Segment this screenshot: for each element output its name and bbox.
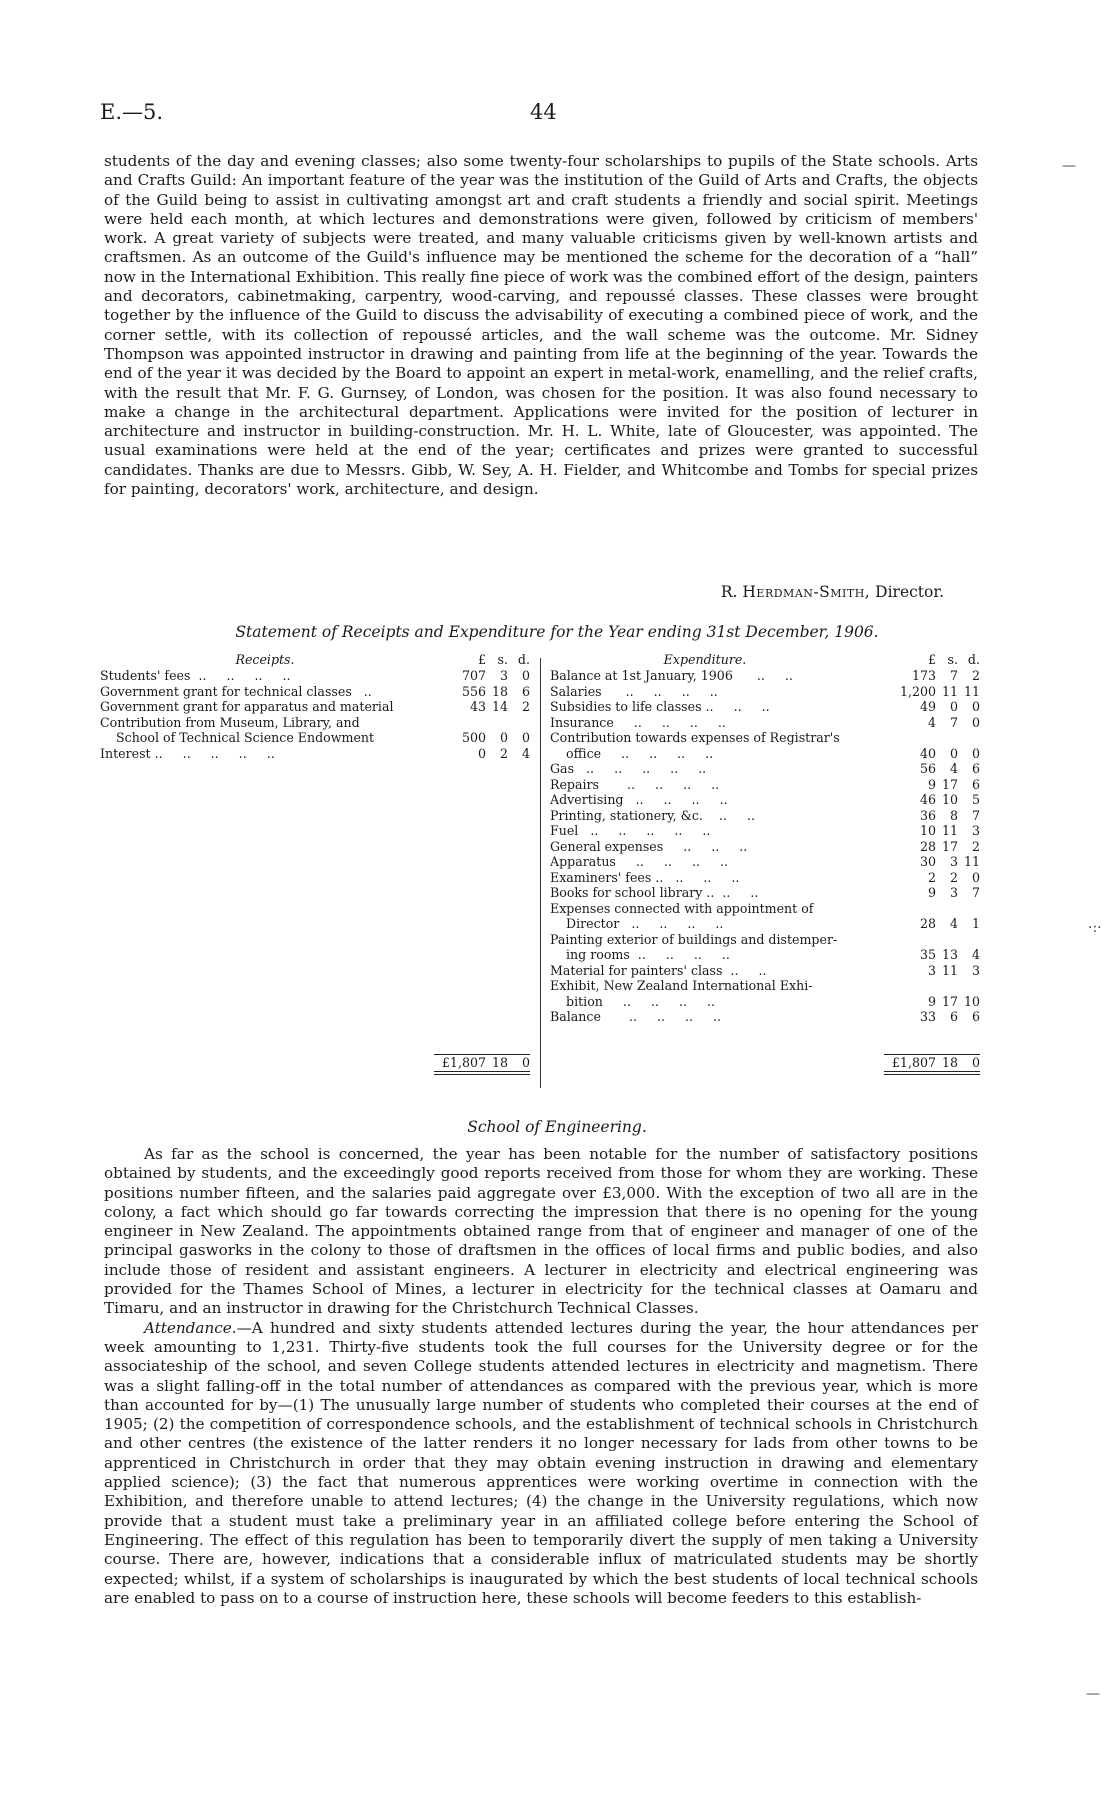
expenditure-pounds: 3 — [927, 962, 936, 978]
expenditure-pounds: 56 — [919, 761, 936, 776]
expenditure-shillings: 7 — [949, 668, 958, 683]
receipts-shillings: 18 — [491, 683, 508, 699]
expenditure-shillings: 13 — [941, 947, 958, 962]
signature-name: Herdman-Smith, — [742, 583, 871, 601]
receipts-row — [100, 684, 530, 700]
receipts-column — [100, 652, 530, 1070]
engineering-section — [104, 1145, 978, 1608]
expenditure-label: Advertising .. .. .. .. — [550, 792, 728, 807]
receipts-total-row — [410, 1055, 530, 1071]
expenditure-row — [550, 808, 980, 824]
receipts-label: Contribution from Museum, Library, and — [100, 714, 360, 730]
expenditure-shillings: 11 — [941, 823, 958, 838]
expenditure-row — [550, 746, 980, 762]
expenditure-total-pounds: £1,807 — [891, 1055, 936, 1070]
receipts-label: School of Technical Science Endowment — [100, 730, 375, 745]
expenditure-row — [550, 932, 980, 948]
expenditure-pence: 0 — [971, 699, 980, 714]
expenditure-pence: 1 — [971, 916, 980, 931]
shillings-header: s. — [947, 652, 958, 667]
expenditure-pence: 3 — [971, 962, 980, 978]
expenditure-pence: 11 — [963, 683, 980, 699]
receipts-pence: 4 — [521, 745, 530, 761]
intro-section — [104, 152, 978, 499]
expenditure-label: Exhibit, New Zealand International Exhi- — [550, 978, 813, 993]
expenditure-row — [550, 839, 980, 855]
expenditure-header — [550, 652, 980, 668]
attendance-heading: Attendance. — [144, 1318, 237, 1337]
receipts-pence: 0 — [521, 730, 530, 745]
expenditure-pence: 3 — [971, 823, 980, 838]
margin-mark: — — [1062, 158, 1076, 174]
receipts-total-double-rule — [434, 1071, 530, 1075]
expenditure-pounds: 2 — [927, 869, 936, 885]
attendance-text: —A hundred and sixty students attended lectures during the year, the hour attendances per week amounting to 1,231. Thirty-five students took the full courses for the University degree or for the associateship of the school, and seven College students attended lectures in electricity and magnetism. There was a slight falling-off in the total number of attendances as compared with the previous year, which is more than accounted for by—(1) The unusually large number of students who completed their courses at the end of 1905; (2) the competition of correspondence schools, and the establishment of technical schools in Christchurch and other centres (the existence of the latter renders it no longer necessary for lads from other towns to be apprenticed in Christchurch in order that they may obtain evening instruction in drawing and elementary applied science); (3) the fact that numerous apprentices were working overtime in connection with the Exhibition, and therefore unable to attend lectures; (4) the change in the University regulations, which now provide that a student must take a preliminary year in an affiliated college before entering the School of Engineering. The effect of this regulation has been to temporarily divert the supply of men taking a University course. There are, however, indications that a considerable influx of matriculated students may be shortly expected; whilst, if a system of scholarships is inaugurated by which the best students of local technical schools are enabled to pass on to a course of instruction here, these schools will become feeders to this establish- — [104, 1318, 978, 1607]
expenditure-row — [550, 947, 980, 963]
receipts-pounds: 556 — [461, 683, 486, 699]
expenditure-total — [860, 1054, 980, 1075]
expenditure-row — [550, 715, 980, 731]
receipts-label: Students' fees .. .. .. .. — [100, 668, 291, 683]
receipts-total — [410, 1054, 530, 1075]
receipts-row — [100, 746, 530, 762]
expenditure-shillings: 17 — [941, 776, 958, 792]
expenditure-shillings: 0 — [949, 745, 958, 761]
expenditure-label: bition .. .. .. .. — [550, 993, 715, 1009]
expenditure-total-double-rule — [884, 1071, 980, 1075]
expenditure-row — [550, 994, 980, 1010]
expenditure-pounds: 4 — [927, 714, 936, 730]
expenditure-pence: 6 — [971, 761, 980, 776]
expenditure-label: Director .. .. .. .. — [550, 916, 724, 931]
expenditure-label: Apparatus .. .. .. .. — [550, 854, 728, 869]
expenditure-pounds: 33 — [919, 1009, 936, 1024]
expenditure-pounds: 1,200 — [899, 683, 936, 699]
receipts-row — [100, 699, 530, 715]
expenditure-shillings: 8 — [949, 807, 958, 823]
expenditure-rows — [550, 668, 980, 1025]
pence-header: d. — [517, 652, 530, 667]
expenditure-pence: 2 — [971, 838, 980, 854]
receipts-shillings: 2 — [499, 745, 508, 761]
expenditure-shillings: 11 — [941, 962, 958, 978]
expenditure-row — [550, 901, 980, 917]
report-reference: E.—5. — [100, 100, 164, 124]
expenditure-pounds: 40 — [919, 745, 936, 761]
expenditure-label: Contribution towards expenses of Registrar's — [550, 730, 840, 745]
signature-title: Director. — [875, 583, 944, 601]
receipts-rows — [100, 668, 530, 761]
expenditure-shillings: 2 — [949, 869, 958, 885]
expenditure-row — [550, 963, 980, 979]
expenditure-label: Gas .. .. .. .. .. — [550, 761, 707, 776]
expenditure-row — [550, 684, 980, 700]
receipts-shillings: 14 — [491, 699, 508, 714]
expenditure-pounds: 9 — [927, 885, 936, 900]
expenditure-pounds: 49 — [919, 699, 936, 714]
receipts-row — [100, 668, 530, 684]
receipts-label: Government grant for technical classes .. — [100, 683, 372, 699]
expenditure-label: Painting exterior of buildings and distemper- — [550, 931, 838, 947]
receipts-header — [100, 652, 530, 668]
engineering-paragraph-1: As far as the school is concerned, the year has been notable for the number of satisfactory positions obtained by students, and the exceedingly good reports received from those for whom they are working. These positions number fifteen, and the salaries paid aggregate over £3,000. With the exception of two all are in the colony, a fact which should go far towards correcting the impression that there is no opening for the young engineer in New Zealand. The appointments obtained range from that of engineer and manager of one of the principal gasworks in the colony to those of draftsmen in the offices of local firms and public bodies, and also include those of resident and assistant engineers. A lecturer in electricity and electrical engineering was provided for the Thames School of Mines, a lecturer in electricity for the technical classes at Oamaru and Timaru, and an instructor in drawing for the Christchurch Technical Classes. — [104, 1145, 978, 1318]
expenditure-pence: 2 — [971, 668, 980, 683]
expenditure-pounds: 35 — [919, 947, 936, 962]
signature — [721, 583, 944, 601]
expenditure-label: ing rooms .. .. .. .. — [550, 947, 730, 962]
expenditure-total-shillings: 18 — [941, 1055, 958, 1070]
expenditure-money-header — [894, 652, 980, 667]
expenditure-pence: 6 — [971, 776, 980, 792]
page-header — [100, 100, 980, 130]
expenditure-label: Subsidies to life classes .. .. .. — [550, 699, 770, 714]
expenditure-pounds: 28 — [919, 838, 936, 854]
expenditure-shillings: 10 — [941, 792, 958, 807]
expenditure-shillings: 11 — [941, 683, 958, 699]
expenditure-pence: 10 — [963, 993, 980, 1009]
expenditure-row — [550, 668, 980, 684]
expenditure-pence: 5 — [971, 792, 980, 807]
expenditure-pence: 0 — [971, 714, 980, 730]
expenditure-label: Material for painters' class .. .. — [550, 962, 767, 978]
expenditure-pence: 0 — [971, 745, 980, 761]
column-divider — [540, 658, 541, 1088]
expenditure-label: Printing, stationery, &c. .. .. — [550, 807, 755, 823]
expenditure-shillings: 4 — [949, 761, 958, 776]
receipts-pounds: 500 — [461, 730, 486, 745]
expenditure-label: General expenses .. .. .. — [550, 838, 748, 854]
receipts-label: Interest .. .. .. .. .. — [100, 745, 275, 761]
expenditure-row — [550, 777, 980, 793]
expenditure-pence: 0 — [971, 869, 980, 885]
expenditure-row — [550, 916, 980, 932]
expenditure-label: Expenses connected with appointment of — [550, 900, 814, 916]
expenditure-label: Salaries .. .. .. .. — [550, 683, 718, 699]
expenditure-row — [550, 1009, 980, 1025]
pence-header: d. — [967, 652, 980, 667]
expenditure-row — [550, 823, 980, 839]
receipts-pounds: 43 — [469, 699, 486, 714]
expenditure-shillings: 0 — [949, 699, 958, 714]
receipts-pence: 2 — [521, 699, 530, 714]
receipts-total-shillings: 18 — [491, 1055, 508, 1070]
receipts-total-pounds: £1,807 — [441, 1055, 486, 1070]
receipts-pence: 6 — [521, 683, 530, 699]
expenditure-pence: 7 — [971, 885, 980, 900]
expenditure-row — [550, 885, 980, 901]
receipts-row — [100, 730, 530, 746]
expenditure-pence: 11 — [963, 854, 980, 869]
margin-mark: — — [1086, 1686, 1100, 1702]
expenditure-label: Books for school library .. .. .. — [550, 885, 759, 900]
expenditure-label: Repairs .. .. .. .. — [550, 776, 720, 792]
expenditure-shillings: 17 — [941, 838, 958, 854]
expenditure-pounds: 36 — [919, 807, 936, 823]
engineering-section-title: School of Engineering. — [467, 1118, 647, 1136]
page-number: 44 — [530, 100, 557, 124]
expenditure-shillings: 7 — [949, 714, 958, 730]
expenditure-heading: Expenditure. — [663, 652, 747, 667]
expenditure-row — [550, 699, 980, 715]
expenditure-shillings: 3 — [949, 854, 958, 869]
expenditure-label: Fuel .. .. .. .. .. — [550, 823, 711, 838]
expenditure-label: Insurance .. .. .. .. — [550, 714, 726, 730]
expenditure-pence: 6 — [971, 1009, 980, 1024]
signature-initial: R. — [720, 583, 738, 601]
expenditure-pounds: 30 — [919, 854, 936, 869]
margin-mark: ·:· — [1088, 920, 1102, 936]
expenditure-pounds: 46 — [919, 792, 936, 807]
receipts-pence: 0 — [521, 668, 530, 683]
receipts-heading: Receipts. — [235, 652, 295, 667]
receipts-shillings: 0 — [499, 730, 508, 745]
receipts-shillings: 3 — [499, 668, 508, 683]
expenditure-pounds: 9 — [927, 776, 936, 792]
expenditure-row — [550, 792, 980, 808]
expenditure-shillings: 3 — [949, 885, 958, 900]
expenditure-pence: 7 — [971, 807, 980, 823]
expenditure-label: Balance .. .. .. .. — [550, 1009, 722, 1024]
expenditure-total-row — [860, 1055, 980, 1071]
expenditure-row — [550, 854, 980, 870]
shillings-header: s. — [497, 652, 508, 667]
receipts-total-pence: 0 — [521, 1055, 530, 1070]
receipts-pounds: 707 — [461, 668, 486, 683]
expenditure-pounds: 173 — [911, 668, 936, 683]
expenditure-total-pence: 0 — [971, 1055, 980, 1070]
expenditure-pounds: 9 — [927, 993, 936, 1009]
intro-paragraph: students of the day and evening classes; also some twenty-four scholarships to pupils of the State schools. Arts and Crafts Guild: An important feature of the year was the institution of the Guild of Arts and Crafts, the objects of the Guild being to assist in cultivating amongst art and craft students a friendly and social spirit. Meetings were held each month, at which lectures and demonstrations were given, followed by criticism of members' work. A great variety of subjects were treated, and many valuable criticisms given by well-known artists and craftsmen. As an outcome of the Guild's influence may be mentioned the scheme for the decoration of a “hall” now in the International Exhibition. This really fine piece of work was the combined effort of the design, painters and decorators, cabinetmaking, carpentry, wood-carving, and repoussé classes. These classes were brought together by the influence of the Guild to discuss the advisability of executing a combined piece of work, and the corner settle, with its collection of repoussé articles, and the wall scheme was the outcome. Mr. Sidney Thompson was appointed instructor in drawing and painting from life at the beginning of the year. Towards the end of the year it was decided by the Board to appoint an expert in metal-work, enamelling, and the relief crafts, with the result that Mr. F. G. Gurnsey, of London, was chosen for the position. It was also found necessary to make a change in the architectural department. Applications were invited for the position of lecturer in architecture and instructor in building-construction. Mr. H. L. White, late of Gloucester, was appointed. The usual examinations were held at the end of the year; certificates and prizes were granted to successful candidates. Thanks are due to Messrs. Gibb, W. Sey, A. H. Fielder, and Whitcombe and Tombs for special prizes for painting, decorators' work, architecture, and design. — [104, 152, 978, 499]
receipts-label: Government grant for apparatus and material — [100, 699, 394, 714]
statement-title: Statement of Receipts and Expenditure for the Year ending 31st December, 1906. — [235, 623, 879, 641]
expenditure-pounds: 10 — [919, 823, 936, 838]
pounds-header: £ — [477, 652, 486, 667]
expenditure-row — [550, 761, 980, 777]
expenditure-shillings: 6 — [949, 1009, 958, 1024]
receipts-money-header — [444, 652, 530, 667]
pounds-header: £ — [927, 652, 936, 667]
expenditure-label: office .. .. .. .. — [550, 745, 714, 761]
engineering-paragraph-2 — [104, 1319, 978, 1608]
expenditure-label: Balance at 1st January, 1906 .. .. — [550, 668, 793, 683]
receipts-pounds: 0 — [477, 745, 486, 761]
expenditure-pence: 4 — [971, 947, 980, 962]
expenditure-row — [550, 978, 980, 994]
expenditure-label: Examiners' fees .. .. .. .. — [550, 869, 740, 885]
expenditure-shillings: 17 — [941, 993, 958, 1009]
receipts-row — [100, 715, 530, 731]
expenditure-row — [550, 870, 980, 886]
expenditure-pounds: 28 — [919, 916, 936, 931]
accounts-table — [100, 652, 980, 1092]
expenditure-column — [550, 652, 980, 1070]
expenditure-shillings: 4 — [949, 916, 958, 931]
expenditure-row — [550, 730, 980, 746]
